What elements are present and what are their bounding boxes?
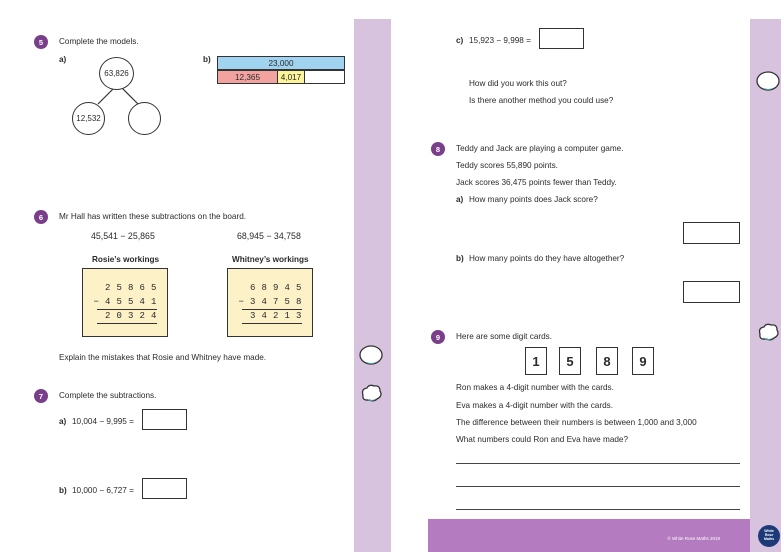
q7-b-answer-box[interactable] bbox=[142, 478, 187, 499]
center-stripe-left bbox=[354, 19, 391, 552]
q8-b-text: How many points do they have altogether? bbox=[469, 254, 625, 263]
question-6-badge: 6 bbox=[34, 210, 48, 224]
q8-a-answer-box[interactable] bbox=[683, 222, 740, 244]
q7-method-question: Is there another method you could use? bbox=[469, 96, 614, 105]
bar-part-2-value: 4,017 bbox=[280, 72, 302, 82]
rosie-workings bbox=[82, 268, 168, 337]
digit-card-2: 5 bbox=[559, 347, 581, 375]
q7-a-expression: 10,004 − 9,995 = bbox=[72, 417, 134, 426]
white-rose-logo bbox=[758, 525, 780, 547]
whitney-workings bbox=[227, 268, 313, 337]
q6-subtraction-2: 68,945 − 34,758 bbox=[237, 231, 301, 241]
part-circle-right-empty[interactable] bbox=[128, 102, 161, 135]
q8-line-2: Teddy scores 55,890 points. bbox=[456, 161, 558, 170]
question-9-badge: 9 bbox=[431, 330, 445, 344]
q7-b-label: b) bbox=[59, 486, 67, 495]
whitney-title: Whitney’s workings bbox=[232, 255, 309, 264]
digit-card-3: 8 bbox=[596, 347, 618, 375]
q8-a-text: How many points does Jack score? bbox=[469, 195, 598, 204]
q7-prompt: Complete the subtractions. bbox=[59, 391, 157, 400]
bar-part-1 bbox=[217, 70, 278, 84]
whitney-row-1: 6 8 9 4 5 bbox=[250, 283, 302, 293]
q7-a-label: a) bbox=[59, 417, 67, 426]
q8-b-label: b) bbox=[456, 254, 464, 263]
whitney-line-bottom bbox=[242, 323, 302, 324]
q8-line-1: Teddy and Jack are playing a computer game. bbox=[456, 144, 624, 153]
q5-prompt: Complete the models. bbox=[59, 37, 139, 46]
q7-a-answer-box[interactable] bbox=[142, 409, 187, 430]
q9-line-4: What numbers could Ron and Eva have made? bbox=[456, 435, 629, 444]
answer-line-2[interactable] bbox=[456, 486, 740, 487]
footer-bar bbox=[428, 519, 750, 552]
q7-c-answer-box[interactable] bbox=[539, 28, 584, 49]
rosie-row-1: 2 5 8 6 5 bbox=[105, 283, 157, 293]
whole-value: 63,826 bbox=[104, 69, 129, 78]
q5-b-label: b) bbox=[203, 55, 211, 64]
rosie-row-2: − 4 5 5 4 1 bbox=[93, 297, 157, 307]
q8-line-3: Jack scores 36,475 points fewer than Teddy. bbox=[456, 178, 617, 187]
digit-card-4: 9 bbox=[632, 347, 654, 375]
bar-total-value: 23,000 bbox=[268, 58, 294, 68]
q7-how-question: How did you work this out? bbox=[469, 79, 567, 88]
rosie-line-bottom bbox=[97, 323, 157, 324]
bar-part-1-value: 12,365 bbox=[234, 72, 261, 82]
q7-b-expression: 10,000 − 6,727 = bbox=[72, 486, 134, 495]
q6-explain: Explain the mistakes that Rosie and Whitney have made. bbox=[59, 353, 267, 362]
part-left-value: 12,532 bbox=[76, 114, 101, 123]
whitney-row-3: 3 4 2 1 3 bbox=[250, 311, 302, 321]
bar-total bbox=[217, 56, 345, 70]
part-circle-left bbox=[72, 102, 105, 135]
q5-a-label: a) bbox=[59, 55, 67, 64]
answer-line-3[interactable] bbox=[456, 509, 740, 510]
q9-line-1: Ron makes a 4-digit number with the cards. bbox=[456, 383, 614, 392]
rosie-row-3: 2 0 3 2 4 bbox=[105, 311, 157, 321]
q7-c-expression: 15,923 − 9,998 = bbox=[469, 36, 531, 45]
q6-prompt: Mr Hall has written these subtractions on the board. bbox=[59, 212, 247, 221]
q9-line-2: Eva makes a 4-digit number with the cards. bbox=[456, 401, 613, 410]
whitney-line-top bbox=[242, 309, 302, 310]
digit-card-1: 1 bbox=[525, 347, 547, 375]
logo-text: White Rose Maths bbox=[763, 529, 775, 541]
answer-line-1[interactable] bbox=[456, 463, 740, 464]
question-7-badge: 7 bbox=[34, 389, 48, 403]
thought-bubble-icon-right bbox=[755, 322, 781, 346]
q8-b-answer-box[interactable] bbox=[683, 281, 740, 303]
thought-bubble-icon bbox=[358, 383, 384, 407]
q7-c-label: c) bbox=[456, 36, 464, 45]
speech-bubble-icon-right bbox=[755, 70, 781, 94]
rosie-title: Rosie’s workings bbox=[92, 255, 160, 264]
bar-part-2 bbox=[277, 70, 305, 84]
footer-copyright: © White Rose Maths 2019 bbox=[667, 536, 720, 541]
q8-a-label: a) bbox=[456, 195, 464, 204]
speech-bubble-icon bbox=[358, 344, 384, 368]
right-stripe bbox=[750, 19, 781, 552]
question-5-badge: 5 bbox=[34, 35, 48, 49]
q9-prompt: Here are some digit cards. bbox=[456, 332, 553, 341]
rosie-line-top bbox=[97, 309, 157, 310]
bar-part-missing[interactable] bbox=[304, 70, 345, 84]
q6-subtraction-1: 45,541 − 25,865 bbox=[91, 231, 155, 241]
whole-circle bbox=[99, 57, 134, 90]
question-8-badge: 8 bbox=[431, 142, 445, 156]
q9-line-3: The difference between their numbers is between 1,000 and 3,000 bbox=[456, 418, 697, 427]
whitney-row-2: − 3 4 7 5 8 bbox=[238, 297, 302, 307]
